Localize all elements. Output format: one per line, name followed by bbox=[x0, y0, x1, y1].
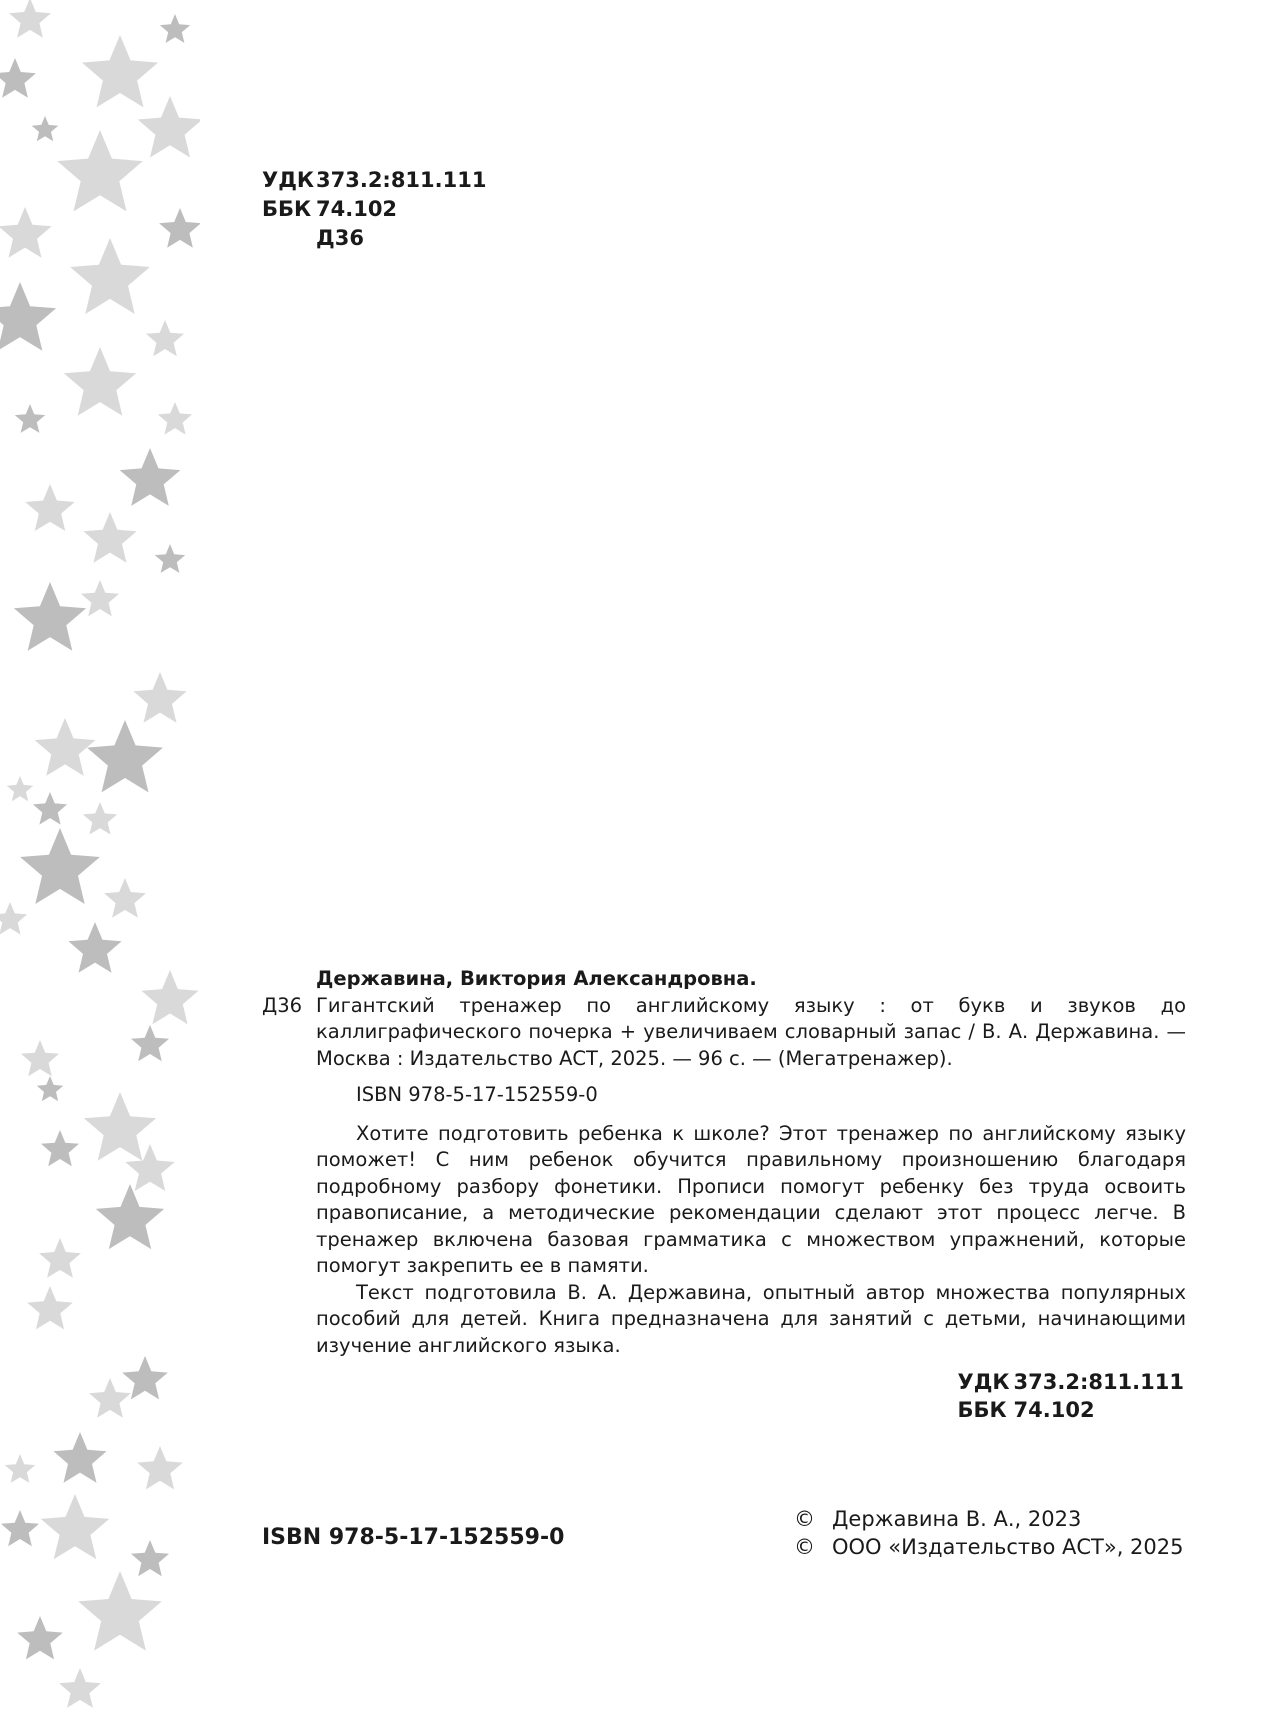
star-decoration-icon bbox=[138, 96, 200, 158]
star-decoration-icon bbox=[68, 922, 121, 973]
bbk-line bbox=[262, 195, 486, 224]
star-decoration-icon bbox=[104, 878, 146, 918]
author-name: Державина, Виктория Александровна. bbox=[316, 967, 757, 990]
classification-codes-top bbox=[262, 166, 486, 253]
udk-value: 373.2:811.111 bbox=[316, 168, 487, 192]
star-decoration-icon bbox=[78, 1571, 162, 1651]
star-decoration-icon bbox=[0, 902, 27, 935]
udk-value-bottom: 373.2:811.111 bbox=[1013, 1370, 1184, 1394]
star-decoration-icon bbox=[9, 0, 51, 38]
author-note-paragraph: Текст подготовила В. А. Державина, опытный автор множества популярных пособий для детей. Книга предназначена для занятий с детьми, начинающими изучение английского языка. bbox=[316, 1280, 1186, 1357]
star-decoration-icon bbox=[32, 116, 59, 141]
star-decoration-icon bbox=[37, 1076, 64, 1101]
star-decoration-icon bbox=[41, 1494, 109, 1559]
star-decoration-icon bbox=[14, 582, 86, 651]
star-decoration-icon bbox=[0, 282, 56, 351]
bbk-value: 74.102 bbox=[316, 197, 398, 221]
star-decoration-icon bbox=[87, 720, 163, 792]
copyright-icon: © bbox=[794, 1535, 815, 1559]
bibliographic-record bbox=[262, 966, 1186, 1424]
star-decoration-icon bbox=[0, 58, 36, 98]
star-decoration-icon bbox=[137, 1446, 183, 1489]
copyright-author-text: Державина В. А., 2023 bbox=[832, 1507, 1082, 1531]
star-decoration-icon bbox=[81, 580, 119, 616]
annotation-paragraph: Хотите подготовить ребенка к школе? Этот тренажер по английскому языку поможет! С ним ребенок обучится правильному произношению благодаря подробному разбору фонетики. Прописи помогут ребенку без труда освоить правописание, а методические рекомендации сделают этот процесс легче. В тренажер включена базовая грамматика с множеством упражнений, которые помогут закрепить ее в памяти. bbox=[316, 1121, 1186, 1277]
star-decoration-icon bbox=[5, 1454, 35, 1483]
isbn-record: ISBN 978-5-17-152559-0 bbox=[356, 1083, 598, 1106]
star-decoration-icon bbox=[20, 828, 100, 904]
star-decoration-icon bbox=[82, 35, 158, 107]
copyright-publisher-text: ООО «Издательство АСТ», 2025 bbox=[832, 1535, 1184, 1559]
star-decoration-icon bbox=[39, 1238, 81, 1278]
star-decoration-icon bbox=[7, 776, 34, 801]
star-decoration-icon bbox=[33, 792, 67, 825]
star-decoration-icon bbox=[83, 802, 117, 835]
bbk-line-bottom bbox=[958, 1396, 1184, 1424]
star-decoration-icon bbox=[83, 512, 136, 563]
star-decoration-icon bbox=[122, 1356, 168, 1399]
star-decoration-icon bbox=[84, 1092, 156, 1161]
author-code: Д36 bbox=[262, 993, 303, 1017]
udk-line-bottom bbox=[958, 1368, 1184, 1396]
star-decoration-icon bbox=[27, 1286, 73, 1329]
author-mark: Д36 bbox=[316, 226, 364, 250]
bbk-label-bottom: ББК bbox=[957, 1398, 1007, 1422]
udk-line bbox=[262, 166, 486, 195]
star-decoration-icon bbox=[155, 544, 185, 573]
star-decoration-icon bbox=[96, 1184, 164, 1249]
star-decoration-icon bbox=[53, 1432, 106, 1483]
copyright-publisher bbox=[794, 1533, 1184, 1561]
star-decoration-icon bbox=[160, 14, 190, 43]
title-entry bbox=[262, 993, 1186, 1073]
star-decoration-icon bbox=[59, 1668, 101, 1708]
star-decoration-icon bbox=[89, 1378, 131, 1418]
star-decoration-icon bbox=[15, 404, 45, 433]
star-decoration-icon bbox=[17, 1616, 63, 1659]
star-decoration-icon bbox=[25, 484, 74, 531]
isbn-footer: ISBN 978-5-17-152559-0 bbox=[262, 1525, 565, 1550]
udk-label: УДК bbox=[262, 168, 315, 192]
star-decoration-icon bbox=[1, 1510, 39, 1546]
star-decoration-icon bbox=[159, 208, 200, 248]
star-decoration-icon bbox=[120, 448, 181, 506]
copyright-author bbox=[794, 1505, 1184, 1533]
decorative-star-strip bbox=[0, 0, 200, 1713]
star-decoration-icon bbox=[70, 238, 150, 314]
star-decoration-icon bbox=[158, 402, 192, 435]
star-decoration-icon bbox=[64, 347, 136, 416]
title-entry-text: Гигантский тренажер по английскому языку : от букв и звуков до каллиграфического почерка + увеличиваем словарный запас / В. А. Державина. — Москва : Издательство АСТ, 2025. — 96 с. — (Мегатренажер). bbox=[316, 993, 1186, 1070]
star-decoration-icon bbox=[146, 320, 184, 356]
star-decoration-icon bbox=[0, 207, 52, 258]
star-decoration-icon bbox=[133, 672, 186, 723]
udk-label-bottom: УДК bbox=[957, 1370, 1010, 1394]
star-decoration-icon bbox=[131, 1540, 169, 1576]
star-decoration-icon bbox=[131, 1025, 169, 1061]
copyright-icon: © bbox=[794, 1507, 815, 1531]
star-decoration-icon bbox=[142, 970, 199, 1024]
copyright-block bbox=[794, 1505, 1184, 1561]
bbk-value-bottom: 74.102 bbox=[1013, 1398, 1095, 1422]
star-decoration-icon bbox=[41, 1130, 79, 1166]
star-decoration-icon bbox=[21, 1040, 59, 1076]
star-decoration-icon bbox=[35, 718, 96, 776]
star-decoration-icon bbox=[57, 130, 143, 211]
classification-codes-bottom bbox=[262, 1368, 1184, 1424]
bbk-label: ББК bbox=[262, 197, 312, 221]
